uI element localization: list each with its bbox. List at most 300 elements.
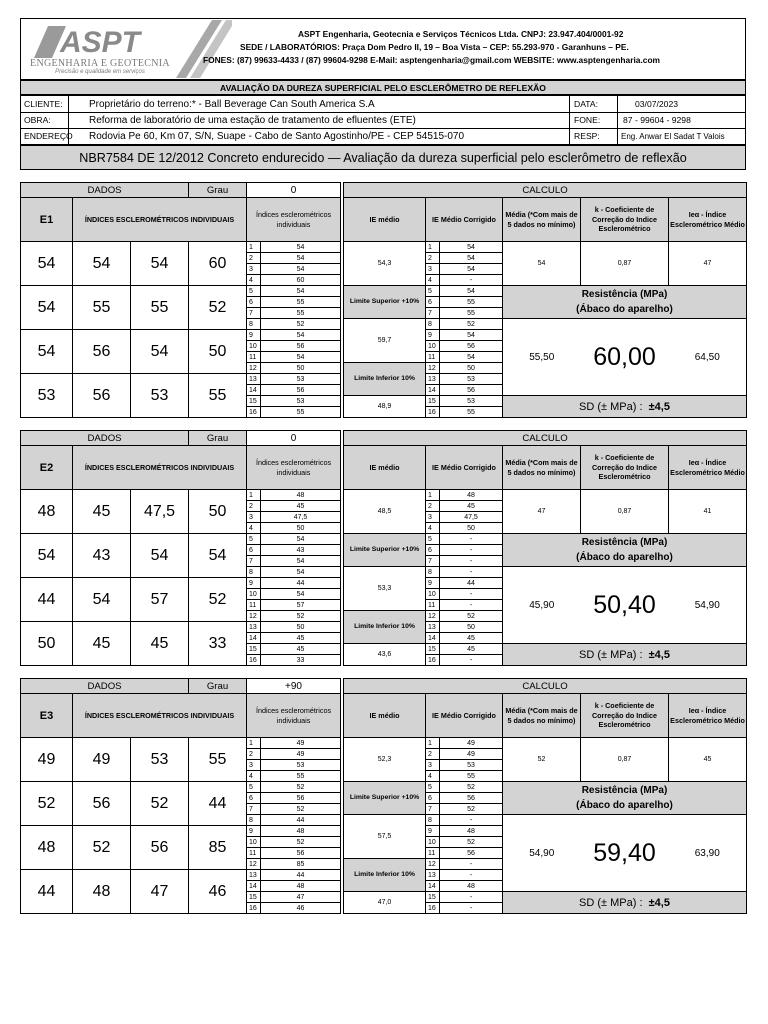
index-value: 48 <box>296 882 305 890</box>
index-number: 12 <box>249 612 257 620</box>
index-value: 55 <box>296 772 305 780</box>
index-number: 10 <box>249 342 257 350</box>
index-number: 10 <box>249 590 257 598</box>
corrigido-value: 50 <box>467 364 475 372</box>
corrigido-number: 7 <box>428 805 432 813</box>
grid-reading: 57 <box>150 590 169 608</box>
indices-individuais-header: ÍNDICES ESCLEROMÉTRICOS INDIVIDUAIS <box>84 214 235 224</box>
corrigido-number: 13 <box>428 871 436 879</box>
ie-medio-value: 48,5 <box>377 508 392 515</box>
index-number: 10 <box>249 838 257 846</box>
corrigido-number: 4 <box>428 524 432 532</box>
corrigido-number: 11 <box>428 353 436 361</box>
index-number: 13 <box>249 871 257 879</box>
index-value: 48 <box>296 491 305 499</box>
indices-col-header: Índices esclerométricos individuais <box>255 457 332 477</box>
corrigido-number: 14 <box>428 634 436 642</box>
data-value: 03/07/2023 <box>635 99 679 109</box>
corrigido-number: 7 <box>428 309 432 317</box>
corrigido-number: 16 <box>428 408 436 416</box>
calculo-table-e1 <box>343 182 747 418</box>
corrigido-number: 15 <box>428 645 436 653</box>
corrigido-value: 52 <box>467 783 475 791</box>
corrigido-value: 48 <box>467 827 475 835</box>
index-number: 11 <box>249 849 257 857</box>
index-number: 4 <box>249 276 253 284</box>
grid-reading: 52 <box>92 838 111 856</box>
grid-reading: 52 <box>37 794 56 812</box>
logo-mark-icon <box>26 22 174 60</box>
corrigido-number: 12 <box>428 860 436 868</box>
corrigido-number: 1 <box>428 739 432 747</box>
indices-individuais-header: ÍNDICES ESCLEROMÉTRICOS INDIVIDUAIS <box>84 462 235 472</box>
index-number: 3 <box>249 513 253 521</box>
corrigido-number: 16 <box>428 904 436 912</box>
cliente-value: Proprietário do terreno:* - Ball Beverage Can South America S.A <box>89 98 375 110</box>
index-number: 2 <box>249 254 253 262</box>
grid-reading: 52 <box>150 794 169 812</box>
grid-reading: 48 <box>92 882 111 900</box>
grid-reading: 45 <box>92 634 111 652</box>
index-number: 7 <box>249 309 253 317</box>
resistencia-label: Resistência (MPa) <box>581 289 668 300</box>
section-id: E3 <box>39 709 54 722</box>
corrigido-value: - <box>469 568 473 576</box>
grid-reading: 56 <box>92 342 111 360</box>
corrigido-value: 52 <box>467 805 475 813</box>
corrigido-value: 48 <box>467 882 475 890</box>
ie-medio-header: IE médio <box>369 214 400 224</box>
indices-col-header: Índices esclerométricos individuais <box>255 209 332 229</box>
index-number: 11 <box>249 353 257 361</box>
grid-reading: 54 <box>92 590 111 608</box>
resp-value: Eng. Anwar El Sadat T Valois <box>621 131 725 141</box>
grid-reading: 55 <box>150 298 169 316</box>
corrigido-number: 9 <box>428 579 432 587</box>
index-value: 45 <box>296 645 305 653</box>
index-value: 47,5 <box>293 513 308 521</box>
grid-reading: 53 <box>37 386 56 404</box>
corrigido-number: 2 <box>428 502 432 510</box>
media-header: Média (*Com mais de 5 dados no mínimo) <box>505 209 578 229</box>
data-label: DATA: <box>574 99 599 109</box>
index-number: 15 <box>249 397 257 405</box>
corrigido-number: 11 <box>428 601 436 609</box>
corrigido-number: 2 <box>428 254 432 262</box>
index-value: 54 <box>296 557 305 565</box>
corrigido-number: 8 <box>428 816 432 824</box>
index-number: 8 <box>249 320 253 328</box>
index-value: 53 <box>296 375 305 383</box>
grid-reading: 54 <box>92 254 111 272</box>
indices-col-header: Índices esclerométricos individuais <box>255 705 332 725</box>
fone-value: 87 - 99604 - 9298 <box>623 115 691 125</box>
corrigido-number: 1 <box>428 243 432 251</box>
grid-reading: 54 <box>208 546 227 564</box>
iea-value: 45 <box>703 756 712 763</box>
index-number: 7 <box>249 557 253 565</box>
corrigido-value: 49 <box>467 739 475 747</box>
corrigido-number: 13 <box>428 375 436 383</box>
grid-reading: 47,5 <box>143 502 176 520</box>
grid-reading: 49 <box>37 750 56 768</box>
corrigido-number: 14 <box>428 386 436 394</box>
corrigido-number: 15 <box>428 397 436 405</box>
corrigido-value: 54 <box>467 353 475 361</box>
grid-reading: 52 <box>208 298 227 316</box>
index-number: 6 <box>249 298 253 306</box>
resistencia-label: Resistência (MPa) <box>581 537 668 548</box>
grid-reading: 54 <box>150 254 169 272</box>
corrigido-value: 55 <box>467 772 475 780</box>
limite-inferior-value: 47,0 <box>377 899 392 906</box>
corrigido-number: 4 <box>428 772 432 780</box>
corrigido-value: 44 <box>467 579 475 587</box>
resistencia-value: 59,40 <box>593 838 656 867</box>
grid-reading: 50 <box>208 502 227 520</box>
limite-superior-value: 53,3 <box>377 585 392 592</box>
limite-inferior-label: Limite Inferior 10% <box>354 623 415 631</box>
grid-reading: 44 <box>37 882 56 900</box>
index-value: 54 <box>296 254 305 262</box>
corrigido-value: 56 <box>467 849 475 857</box>
index-number: 15 <box>249 893 257 901</box>
grid-reading: 46 <box>208 882 227 900</box>
index-number: 13 <box>249 375 257 383</box>
index-number: 2 <box>249 750 253 758</box>
k-value: 0,87 <box>617 260 632 267</box>
corrigido-number: 8 <box>428 568 432 576</box>
document-title: AVALIAÇÃO DA DUREZA SUPERFICIAL PELO ESCLERÔMETRO DE REFLEXÃO <box>20 80 746 95</box>
index-number: 6 <box>249 794 253 802</box>
logo-subtitle: ENGENHARIA E GEOTECNIA <box>30 58 170 69</box>
index-value: 54 <box>296 590 305 598</box>
calculo-header: CALCULO <box>522 680 568 692</box>
index-value: 56 <box>296 342 305 350</box>
index-number: 5 <box>249 535 253 543</box>
corrigido-number: 8 <box>428 320 432 328</box>
index-value: 46 <box>296 904 305 912</box>
dados-table-e2 <box>20 430 341 666</box>
dados-table-e1 <box>20 182 341 418</box>
corrigido-number: 16 <box>428 656 436 664</box>
corrigido-value: 48 <box>467 491 475 499</box>
index-value: 54 <box>296 353 305 361</box>
iea-value: 41 <box>703 508 712 515</box>
calculo-header: CALCULO <box>522 184 568 196</box>
index-number: 9 <box>249 579 253 587</box>
ie-medio-header: IE médio <box>369 710 400 720</box>
index-value: 56 <box>296 386 305 394</box>
corrigido-value: - <box>469 904 473 912</box>
index-number: 9 <box>249 827 253 835</box>
corrigido-value: 53 <box>467 397 475 405</box>
media-value: 54 <box>537 260 546 267</box>
grid-reading: 44 <box>208 794 227 812</box>
grid-reading: 54 <box>37 546 56 564</box>
index-value: 56 <box>296 849 305 857</box>
resistencia-low: 55,50 <box>529 351 555 363</box>
corrigido-number: 6 <box>428 794 432 802</box>
k-value: 0,87 <box>617 756 632 763</box>
obra-value: Reforma de laboratório de uma estação de tratamento de efluentes (ETE) <box>89 114 416 126</box>
corrigido-value: - <box>469 871 473 879</box>
dados-header: DADOS <box>87 432 122 444</box>
index-value: 44 <box>296 579 305 587</box>
limite-inferior-label: Limite Inferior 10% <box>354 871 415 879</box>
corrigido-number: 7 <box>428 557 432 565</box>
corrigido-value: - <box>469 535 473 543</box>
index-number: 1 <box>249 491 253 499</box>
index-value: 50 <box>296 364 305 372</box>
stripes-decoration-icon <box>176 20 232 78</box>
media-value: 47 <box>537 508 546 515</box>
corrigido-value: - <box>469 557 473 565</box>
index-number: 9 <box>249 331 253 339</box>
corrigido-number: 4 <box>428 276 432 284</box>
corrigido-number: 14 <box>428 882 436 890</box>
k-coef-header: k - Coeficiente de Correção do Indice Esclerométrico <box>591 452 658 482</box>
index-value: 52 <box>296 838 305 846</box>
index-value: 54 <box>296 243 305 251</box>
corrigido-number: 5 <box>428 287 432 295</box>
corrigido-number: 3 <box>428 265 432 273</box>
iea-value: 47 <box>703 260 712 267</box>
limite-superior-value: 59,7 <box>377 337 392 344</box>
corrigido-number: 5 <box>428 783 432 791</box>
k-coef-header: k - Coeficiente de Correção do Indice Esclerométrico <box>591 700 658 730</box>
index-value: 60 <box>296 276 305 284</box>
iea-header: Ieα - Índice Esclerométrico Médio <box>670 209 745 229</box>
company-logo <box>26 22 174 76</box>
index-value: 33 <box>296 656 305 664</box>
grid-reading: 60 <box>208 254 227 272</box>
index-value: 43 <box>296 546 305 554</box>
corrigido-value: 50 <box>467 623 475 631</box>
grid-reading: 56 <box>92 794 111 812</box>
corrigido-value: 54 <box>467 243 475 251</box>
index-value: 53 <box>296 761 305 769</box>
logo-tagline: Precisão e qualidade em serviços <box>55 69 145 75</box>
grid-reading: 54 <box>37 298 56 316</box>
index-value: 47 <box>296 893 305 901</box>
cliente-label: CLIENTE: <box>24 99 63 109</box>
index-value: 45 <box>296 502 305 510</box>
index-number: 5 <box>249 287 253 295</box>
media-value: 52 <box>537 756 546 763</box>
resp-label: RESP: <box>574 131 600 141</box>
corrigido-value: - <box>469 816 473 824</box>
grau-label: Grau <box>206 680 229 692</box>
corrigido-number: 2 <box>428 750 432 758</box>
section-id: E2 <box>39 461 54 474</box>
grid-reading: 55 <box>92 298 111 316</box>
dados-header: DADOS <box>87 680 122 692</box>
resistencia-label: Resistência (MPa) <box>581 785 668 796</box>
index-value: 52 <box>296 612 305 620</box>
grau-value: 0 <box>290 184 297 196</box>
index-value: 54 <box>296 535 305 543</box>
calculo-table-e3 <box>343 678 747 914</box>
limite-superior-label: Limite Superior +10% <box>349 298 420 306</box>
index-number: 1 <box>249 739 253 747</box>
corrigido-number: 10 <box>428 838 436 846</box>
grid-reading: 56 <box>150 838 169 856</box>
corrigido-number: 10 <box>428 590 436 598</box>
section-id: E1 <box>39 213 54 226</box>
grau-label: Grau <box>206 432 229 444</box>
grid-reading: 45 <box>92 502 111 520</box>
index-value: 57 <box>296 601 305 609</box>
corrigido-number: 13 <box>428 623 436 631</box>
k-coef-header: k - Coeficiente de Correção do Indice Esclerométrico <box>591 204 658 234</box>
sd-label: SD (± MPa) : <box>579 896 643 909</box>
corrigido-value: - <box>469 860 473 868</box>
index-number: 3 <box>249 761 253 769</box>
corrigido-value: - <box>469 276 473 284</box>
grid-reading: 50 <box>208 342 227 360</box>
limite-superior-value: 57,5 <box>377 833 392 840</box>
corrigido-value: 47,5 <box>464 513 478 521</box>
svg-text:ASPT: ASPT <box>59 26 141 59</box>
corrigido-value: 56 <box>467 386 475 394</box>
index-number: 12 <box>249 860 257 868</box>
grid-reading: 55 <box>208 386 227 404</box>
index-number: 13 <box>249 623 257 631</box>
ie-medio-corrigido-header: IE Médio Corrigido <box>432 462 496 472</box>
index-value: 49 <box>296 750 305 758</box>
index-value: 55 <box>296 408 305 416</box>
index-value: 49 <box>296 739 305 747</box>
corrigido-value: 54 <box>467 287 475 295</box>
grid-reading: 56 <box>92 386 111 404</box>
index-number: 14 <box>249 634 257 642</box>
grid-reading: 54 <box>37 254 56 272</box>
index-number: 12 <box>249 364 257 372</box>
calculo-table-e2 <box>343 430 747 666</box>
corrigido-number: 12 <box>428 612 436 620</box>
corrigido-value: 52 <box>467 838 475 846</box>
index-number: 4 <box>249 524 253 532</box>
grid-reading: 54 <box>37 342 56 360</box>
index-number: 16 <box>249 408 257 416</box>
grid-reading: 50 <box>37 634 56 652</box>
sd-value: ±4,5 <box>648 896 670 909</box>
index-number: 2 <box>249 502 253 510</box>
indices-individuais-header: ÍNDICES ESCLEROMÉTRICOS INDIVIDUAIS <box>84 710 235 720</box>
corrigido-value: 52 <box>467 612 475 620</box>
index-number: 7 <box>249 805 253 813</box>
corrigido-value: - <box>469 590 473 598</box>
corrigido-number: 6 <box>428 546 432 554</box>
grid-reading: 48 <box>37 838 56 856</box>
index-value: 50 <box>296 524 305 532</box>
index-number: 8 <box>249 568 253 576</box>
header-line-3: FONES: (87) 99633-4433 / (87) 99604-9298 E-Mail: asptengenharia@gmail.com WEBSITE: www.asptengenharia.com <box>203 55 661 65</box>
corrigido-value: - <box>469 893 473 901</box>
index-number: 14 <box>249 882 257 890</box>
index-number: 16 <box>249 656 257 664</box>
resistencia-value: 50,40 <box>593 590 656 619</box>
corrigido-value: 56 <box>467 794 475 802</box>
limite-superior-label: Limite Superior +10% <box>349 794 420 802</box>
sd-value: ±4,5 <box>648 648 670 661</box>
dados-table-e3 <box>20 678 341 914</box>
corrigido-value: 55 <box>467 298 475 306</box>
grid-reading: 43 <box>92 546 111 564</box>
index-value: 56 <box>296 794 305 802</box>
media-header: Média (*Com mais de 5 dados no mínimo) <box>505 705 578 725</box>
resistencia-low: 54,90 <box>529 847 555 859</box>
sd-label: SD (± MPa) : <box>579 648 643 661</box>
grid-reading: 55 <box>208 750 227 768</box>
index-value: 54 <box>296 331 305 339</box>
grid-reading: 33 <box>208 634 227 652</box>
index-value: 85 <box>296 860 305 868</box>
ie-medio-header: IE médio <box>369 462 400 472</box>
grid-reading: 49 <box>92 750 111 768</box>
index-number: 16 <box>249 904 257 912</box>
index-number: 5 <box>249 783 253 791</box>
grid-reading: 52 <box>208 590 227 608</box>
resistencia-value: 60,00 <box>593 342 656 371</box>
grid-reading: 47 <box>150 882 169 900</box>
corrigido-value: 50 <box>467 524 475 532</box>
index-value: 50 <box>296 623 305 631</box>
info-box <box>20 95 746 145</box>
corrigido-number: 10 <box>428 342 436 350</box>
grid-reading: 54 <box>150 342 169 360</box>
index-value: 54 <box>296 265 305 273</box>
index-value: 45 <box>296 634 305 642</box>
calculo-header: CALCULO <box>522 432 568 444</box>
grau-value: 0 <box>290 432 297 444</box>
k-value: 0,87 <box>617 508 632 515</box>
grau-value: +90 <box>285 680 302 692</box>
corrigido-number: 1 <box>428 491 432 499</box>
corrigido-number: 6 <box>428 298 432 306</box>
grid-reading: 44 <box>37 590 56 608</box>
ie-medio-corrigido-header: IE Médio Corrigido <box>432 214 496 224</box>
corrigido-value: 55 <box>467 408 475 416</box>
sd-value: ±4,5 <box>648 400 670 413</box>
corrigido-value: 55 <box>467 309 475 317</box>
resistencia-high: 64,50 <box>694 351 720 363</box>
corrigido-number: 9 <box>428 331 432 339</box>
grid-reading: 54 <box>150 546 169 564</box>
corrigido-number: 3 <box>428 513 432 521</box>
ie-medio-corrigido-header: IE Médio Corrigido <box>432 710 496 720</box>
header-line-1: ASPT Engenharia, Geotecnia e Serviços Técnicos Ltda. CNPJ: 23.947.404/0001-92 <box>298 29 624 39</box>
corrigido-value: 54 <box>467 254 475 262</box>
index-number: 14 <box>249 386 257 394</box>
grid-reading: 53 <box>150 750 169 768</box>
index-number: 4 <box>249 772 253 780</box>
grid-reading: 48 <box>37 502 56 520</box>
corrigido-value: 53 <box>467 375 475 383</box>
corrigido-number: 11 <box>428 849 436 857</box>
abaco-label: (Ábaco do aparelho) <box>576 304 673 315</box>
resistencia-high: 63,90 <box>694 847 720 859</box>
index-value: 55 <box>296 309 305 317</box>
resistencia-low: 45,90 <box>529 599 555 611</box>
corrigido-value: - <box>469 601 473 609</box>
index-value: 55 <box>296 298 305 306</box>
limite-inferior-value: 48,9 <box>377 403 392 410</box>
corrigido-number: 3 <box>428 761 432 769</box>
corrigido-value: 53 <box>467 761 475 769</box>
corrigido-value: - <box>469 656 473 664</box>
